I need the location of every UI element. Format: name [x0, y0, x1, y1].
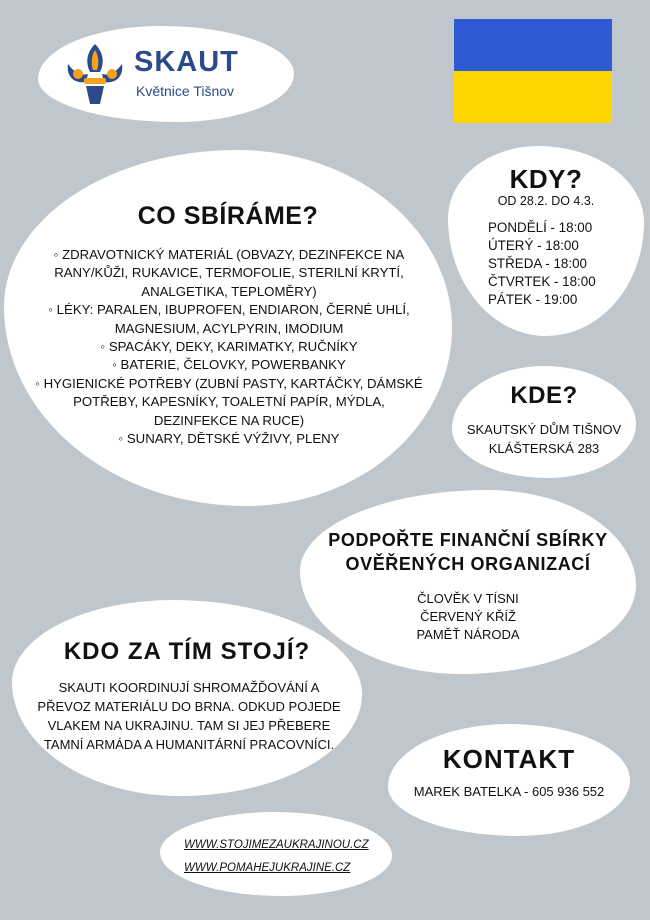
- collect-item: ◦ SUNARY, DĚTSKÉ VÝŽIVY, PLENY: [118, 431, 340, 447]
- contact-bubble: [388, 724, 630, 836]
- collect-bubble: [4, 150, 452, 506]
- where-title: KDE?: [510, 382, 578, 409]
- where-line-2: KLÁŠTERSKÁ 283: [488, 441, 600, 456]
- collect-list: [34, 246, 424, 448]
- link-stojimezaukrajinou[interactable]: WWW.STOJIMEZAUKRAJINOU.CZ: [184, 839, 369, 851]
- support-orgs: [300, 590, 636, 644]
- contact-person: MAREK BATELKA - 605 936 552: [413, 784, 605, 799]
- collect-item: ◦ ZDRAVOTNICKÝ MATERIÁL (OBVAZY, DEZINFEKCE NA RANY/KŮŽI, RUKAVICE, TERMOFOLIE, STERILNÍ KRYTÍ, ANALGETIKA, TEPLOMĚRY): [53, 247, 405, 299]
- support-title-line-2: OVĚŘENÝCH ORGANIZACÍ: [345, 554, 591, 574]
- when-bubble: [448, 146, 644, 336]
- where-address: [452, 420, 636, 458]
- when-dates: OD 28.2. DO 4.3.: [497, 194, 595, 208]
- collect-item: ◦ LÉKY: PARALEN, IBUPROFEN, ENDIARON, ČERNÉ UHLÍ, MAGNESIUM, ACYLPYRIN, IMODIUM: [48, 302, 410, 336]
- collect-item: ◦ HYGIENICKÉ POTŘEBY (ZUBNÍ PASTY, KARTÁČKY, DÁMSKÉ POTŘEBY, KAPESNÍKY, TOALETNÍ PAPÍR, MÝDLA, DEZINFEKCE NA RUCE): [35, 375, 423, 428]
- org-item: ČLOVĚK V TÍSNI: [417, 591, 519, 606]
- time-row: PONDĚLÍ - 18:00: [488, 220, 593, 235]
- support-title-line-1: PODPOŘTE FINANČNÍ SBÍRKY: [328, 530, 608, 550]
- link-pomahejukrajine[interactable]: WWW.POMAHEJUKRAJINE.CZ: [184, 862, 351, 874]
- time-row: ÚTERÝ - 18:00: [488, 238, 579, 253]
- scout-lily-logo-icon: [64, 42, 126, 106]
- org-item: PAMĚŤ NÁRODA: [416, 627, 520, 642]
- who-bubble: [12, 600, 362, 796]
- contact-title: KONTAKT: [442, 744, 576, 774]
- links-bubble: [160, 812, 392, 896]
- support-title: [300, 528, 636, 576]
- collect-item: ◦ SPACÁKY, DEKY, KARIMATKY, RUČNÍKY: [100, 339, 358, 355]
- flag-yellow-stripe: [454, 71, 612, 123]
- who-text: SKAUTI KOORDINUJÍ SHROMAŽĎOVÁNÍ A PŘEVOZ MATERIÁLU DO BRNA. ODKUD POJEDE VLAKEM NA UKRAJINU. TAM SI JEJ PŘEBERE TAMNÍ ARMÁDA A HUMANITÁRNÍ PRACOVNÍCI.: [37, 680, 341, 752]
- org-item: ČERVENÝ KŘÍŽ: [420, 609, 516, 624]
- logo-subtitle: Květnice Tišnov: [136, 83, 235, 99]
- collect-item: ◦ BATERIE, ČELOVKY, POWERBANKY: [112, 357, 346, 373]
- logo-card: [38, 26, 294, 122]
- flag-blue-stripe: [454, 19, 612, 71]
- when-title: KDY?: [509, 164, 583, 194]
- where-line-1: SKAUTSKÝ DŮM TIŠNOV: [466, 422, 622, 437]
- who-title: KDO ZA TÍM STOJÍ?: [63, 638, 311, 665]
- collect-title: CO SBÍRÁME?: [137, 202, 319, 230]
- ukraine-flag: [454, 19, 612, 123]
- time-row: PÁTEK - 19:00: [488, 292, 578, 307]
- logo-name: SKAUT: [134, 46, 239, 78]
- where-bubble: [452, 366, 636, 478]
- time-row: STŘEDA - 18:00: [488, 256, 587, 271]
- when-times: [488, 219, 596, 309]
- time-row: ČTVRTEK - 18:00: [488, 274, 596, 289]
